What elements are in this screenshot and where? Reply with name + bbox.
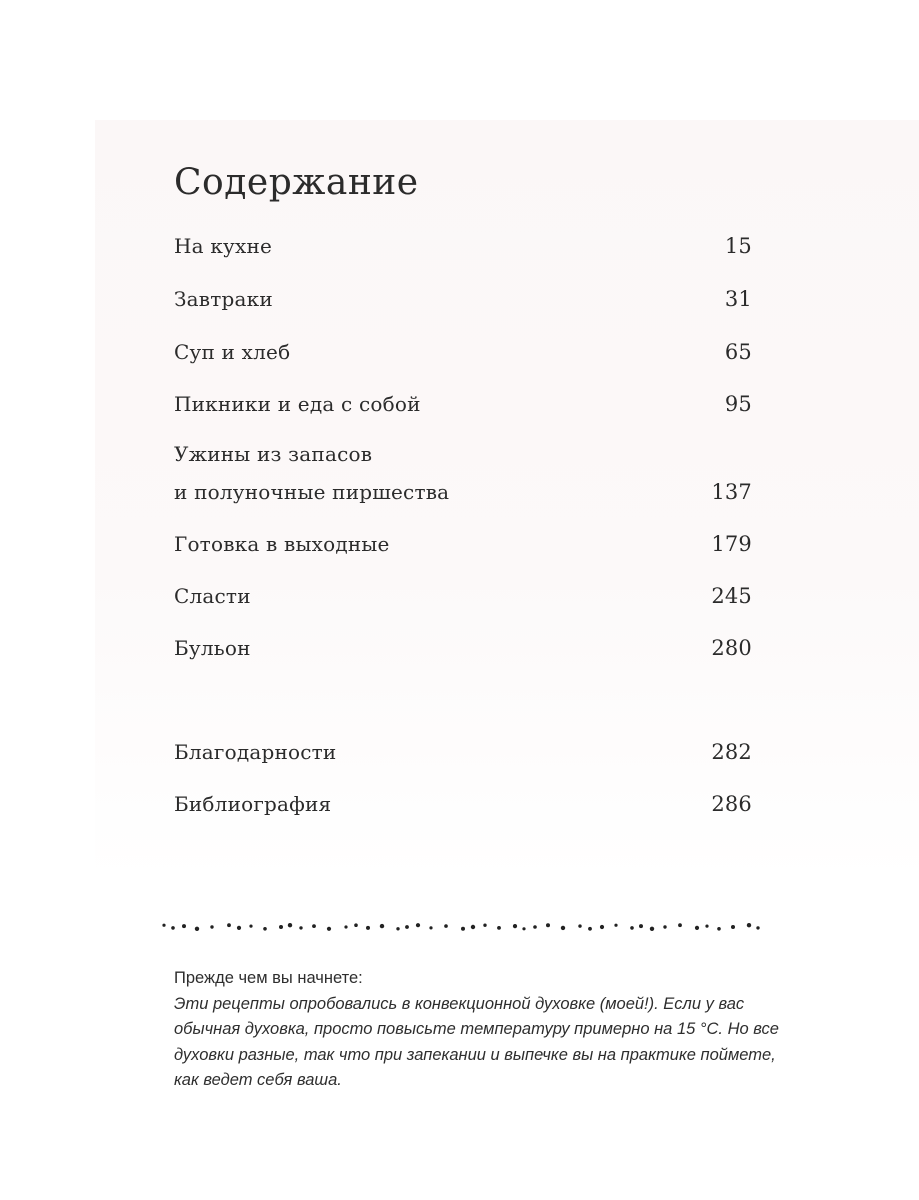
divider-dot: [344, 925, 347, 928]
toc-entry-label-line2: и полуночные пиршества: [174, 480, 450, 504]
toc-entry-label: Сласти: [174, 584, 251, 608]
divider-dot: [561, 926, 565, 930]
divider-dot: [717, 927, 721, 931]
divider-dot: [380, 924, 384, 928]
toc-entry-label: Суп и хлеб: [174, 340, 291, 364]
divider-dot: [533, 925, 537, 929]
divider-dot: [695, 926, 699, 930]
divider-dot: [279, 925, 283, 929]
toc-entry-page: 245: [711, 584, 752, 608]
toc-entry-label: Завтраки: [174, 287, 273, 311]
divider-dot: [405, 925, 409, 929]
divider-dot: [731, 925, 735, 929]
divider-dot: [705, 925, 708, 928]
divider-dot: [429, 926, 432, 929]
toc-entry-page: 179: [711, 532, 752, 556]
divider-dot: [639, 924, 643, 928]
divider-dot: [444, 924, 448, 928]
dotted-divider: [160, 912, 770, 942]
toc-entry-page: 137: [711, 480, 752, 504]
page-title: Содержание: [174, 162, 419, 204]
divider-dot: [366, 926, 370, 930]
divider-dot: [678, 923, 682, 927]
toc-entry-page: 31: [724, 287, 752, 311]
divider-dot: [416, 923, 420, 927]
divider-dot: [288, 923, 292, 927]
toc-entry-label: На кухне: [174, 234, 273, 258]
divider-dot: [650, 927, 654, 931]
divider-dot: [614, 924, 617, 927]
divider-dot: [237, 926, 241, 930]
toc-entry-label: Благодарности: [174, 740, 337, 764]
divider-dot: [354, 923, 358, 927]
toc-entry-page: 280: [711, 636, 752, 660]
preface-note: [174, 966, 784, 1094]
divider-dot: [522, 927, 525, 930]
divider-dot: [171, 926, 175, 930]
divider-dot: [513, 924, 517, 928]
divider-dot: [263, 927, 267, 931]
toc-entry-page: 65: [724, 340, 752, 364]
divider-dot: [600, 925, 604, 929]
divider-dot: [461, 927, 465, 931]
divider-dot: [546, 923, 550, 927]
toc-entry-page: 286: [711, 792, 752, 816]
toc-entry-label: Бульон: [174, 636, 251, 660]
note-heading: Прежде чем вы начнете:: [174, 969, 363, 987]
note-body: Эти рецепты опробовались в конвекционной духовке (моей!). Если у вас обычная духовка, просто повысьте температуру примерно на 15 °С. Но все духовки разные, так что при запекании и выпечке вы на практике поймете, как ведет себя ваша.: [174, 994, 779, 1089]
divider-dot: [327, 927, 331, 931]
divider-dot: [210, 925, 213, 928]
divider-dot: [747, 923, 751, 927]
divider-dot: [578, 924, 581, 927]
divider-dot: [299, 926, 302, 929]
divider-dot: [249, 925, 252, 928]
divider-dot: [756, 926, 759, 929]
divider-dot: [483, 924, 486, 927]
divider-dot: [312, 924, 316, 928]
toc-entry-label: Пикники и еда с собой: [174, 392, 421, 416]
toc-entry-page: 95: [724, 392, 752, 416]
divider-dot: [588, 927, 592, 931]
dotted-divider-graphic: [160, 912, 770, 942]
toc-entry-page: 15: [724, 234, 752, 258]
divider-dot: [396, 927, 399, 930]
toc-entry-label: Готовка в выходные: [174, 532, 390, 556]
divider-dot: [471, 925, 475, 929]
divider-dot: [182, 924, 186, 928]
toc-entry-page: 282: [711, 740, 752, 764]
toc-entry-label: Библиография: [174, 792, 332, 816]
toc-entry-label-line1: Ужины из запасов: [174, 442, 373, 466]
divider-dot: [497, 926, 501, 930]
divider-dot: [663, 925, 666, 928]
divider-dot: [162, 924, 165, 927]
divider-dot: [227, 923, 231, 927]
divider-dot: [630, 926, 634, 930]
divider-dot: [195, 927, 199, 931]
